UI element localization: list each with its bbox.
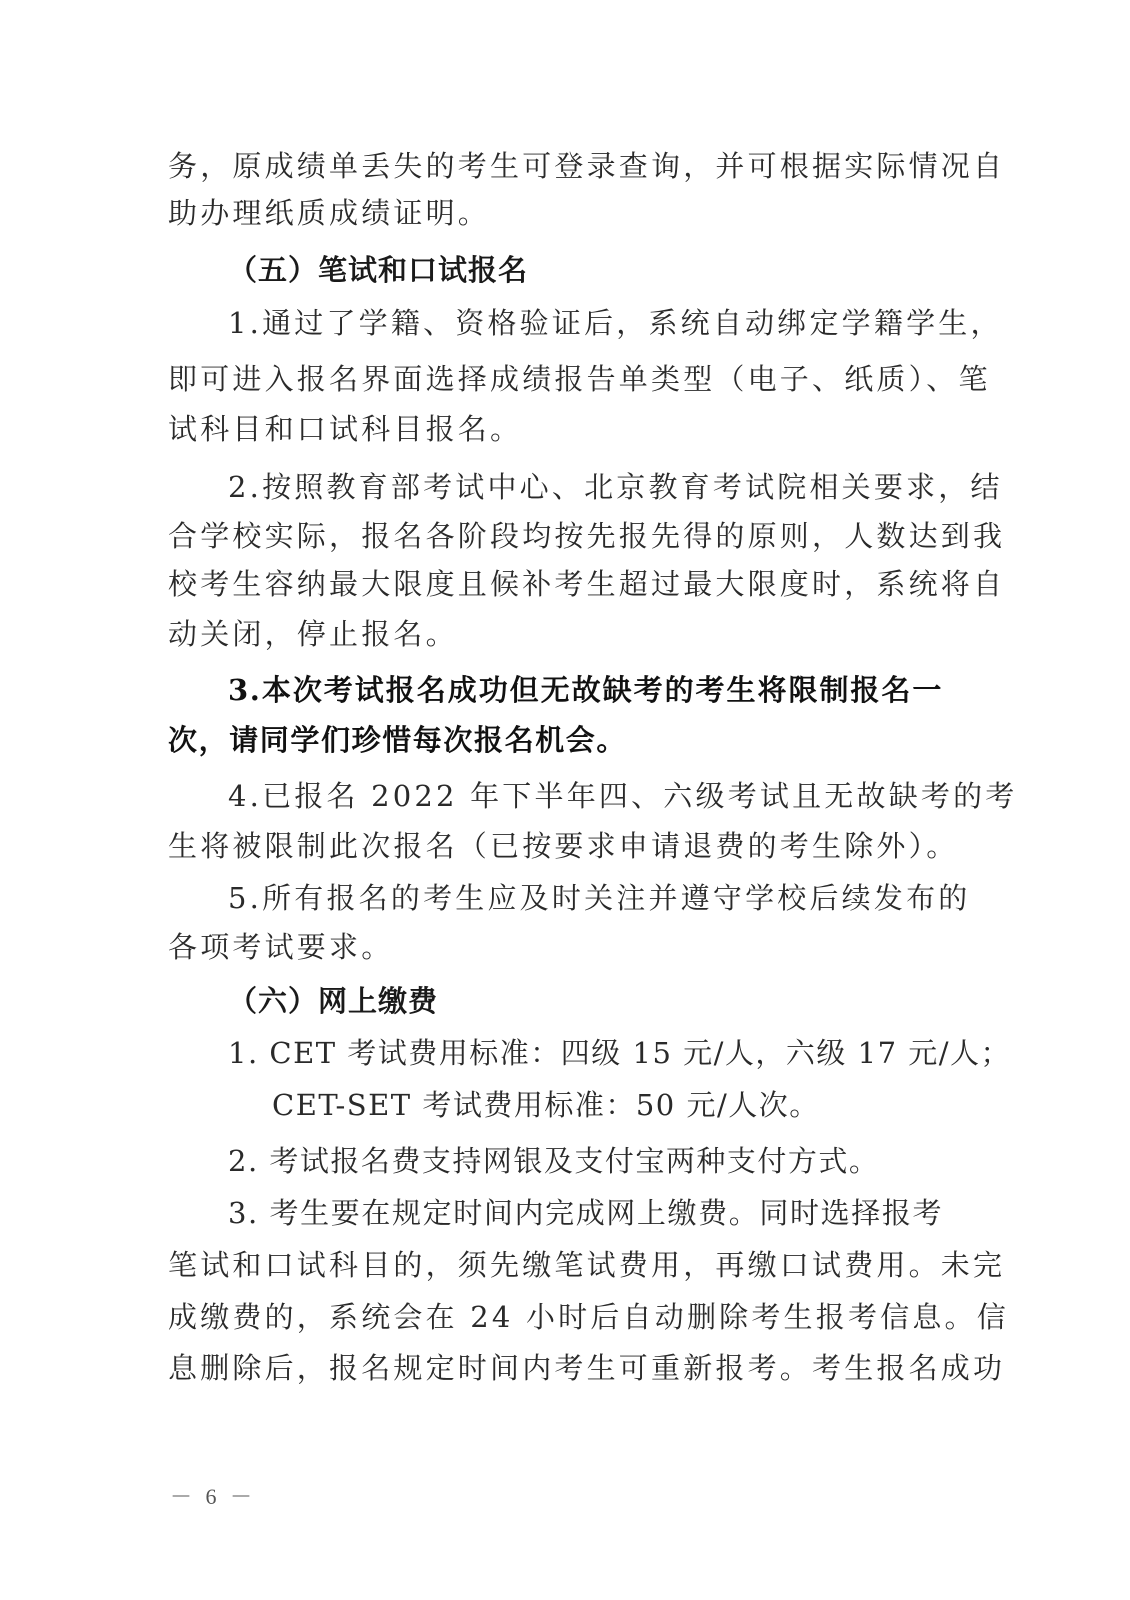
paragraph-line: 助办理纸质成绩证明。	[168, 196, 491, 230]
list-item-line: 生将被限制此次报名（已按要求申请退费的考生除外）。	[168, 829, 959, 863]
list-item-line: 息删除后，报名规定时间内考生可重新报考。考生报名成功	[168, 1351, 1006, 1385]
section-heading-payment: （六）网上缴费	[228, 984, 439, 1018]
list-item-line: 2.按照教育部考试中心、北京教育考试院相关要求，结	[228, 470, 1003, 504]
list-item-line: 各项考试要求。	[168, 930, 394, 964]
list-item-line: 校考生容纳最大限度且候补考生超过最大限度时，系统将自	[168, 567, 1006, 601]
list-item-line: 动关闭，停止报名。	[168, 617, 458, 651]
list-item-line: 2. 考试报名费支持网银及支付宝两种支付方式。	[228, 1144, 880, 1178]
section-heading-registration: （五）笔试和口试报名	[228, 253, 529, 287]
list-item-line: 试科目和口试科目报名。	[168, 412, 523, 446]
list-item-line: 合学校实际，报名各阶段均按先报先得的原则，人数达到我	[168, 519, 1006, 553]
list-item-line: 4.已报名 2022 年下半年四、六级考试且无故缺考的考	[228, 779, 1018, 813]
list-item-line-emphasis: 次，请同学们珍惜每次报名机会。	[168, 723, 628, 757]
paragraph-line: 务，原成绩单丢失的考生可登录查询，并可根据实际情况自	[168, 149, 1006, 183]
page-number: － 6 －	[170, 1484, 257, 1509]
list-item-line: CET-SET 考试费用标准：50 元/人次。	[272, 1088, 820, 1122]
list-item-line: 笔试和口试科目的，须先缴笔试费用，再缴口试费用。未完	[168, 1248, 1006, 1282]
list-item-line: 1. CET 考试费用标准：四级 15 元/人，六级 17 元/人；	[228, 1036, 1012, 1070]
list-item-line: 即可进入报名界面选择成绩报告单类型（电子、纸质）、笔	[168, 362, 991, 396]
list-item-line: 成缴费的，系统会在 24 小时后自动删除考生报考信息。信	[168, 1300, 1009, 1334]
list-item-line: 3. 考生要在规定时间内完成网上缴费。同时选择报考	[228, 1196, 943, 1230]
list-item-line: 5.所有报名的考生应及时关注并遵守学校后续发布的	[228, 881, 971, 915]
list-item-line-emphasis: 3.本次考试报名成功但无故缺考的考生将限制报名一	[228, 673, 943, 707]
list-item-line: 1.通过了学籍、资格验证后，系统自动绑定学籍学生，	[228, 306, 1003, 340]
